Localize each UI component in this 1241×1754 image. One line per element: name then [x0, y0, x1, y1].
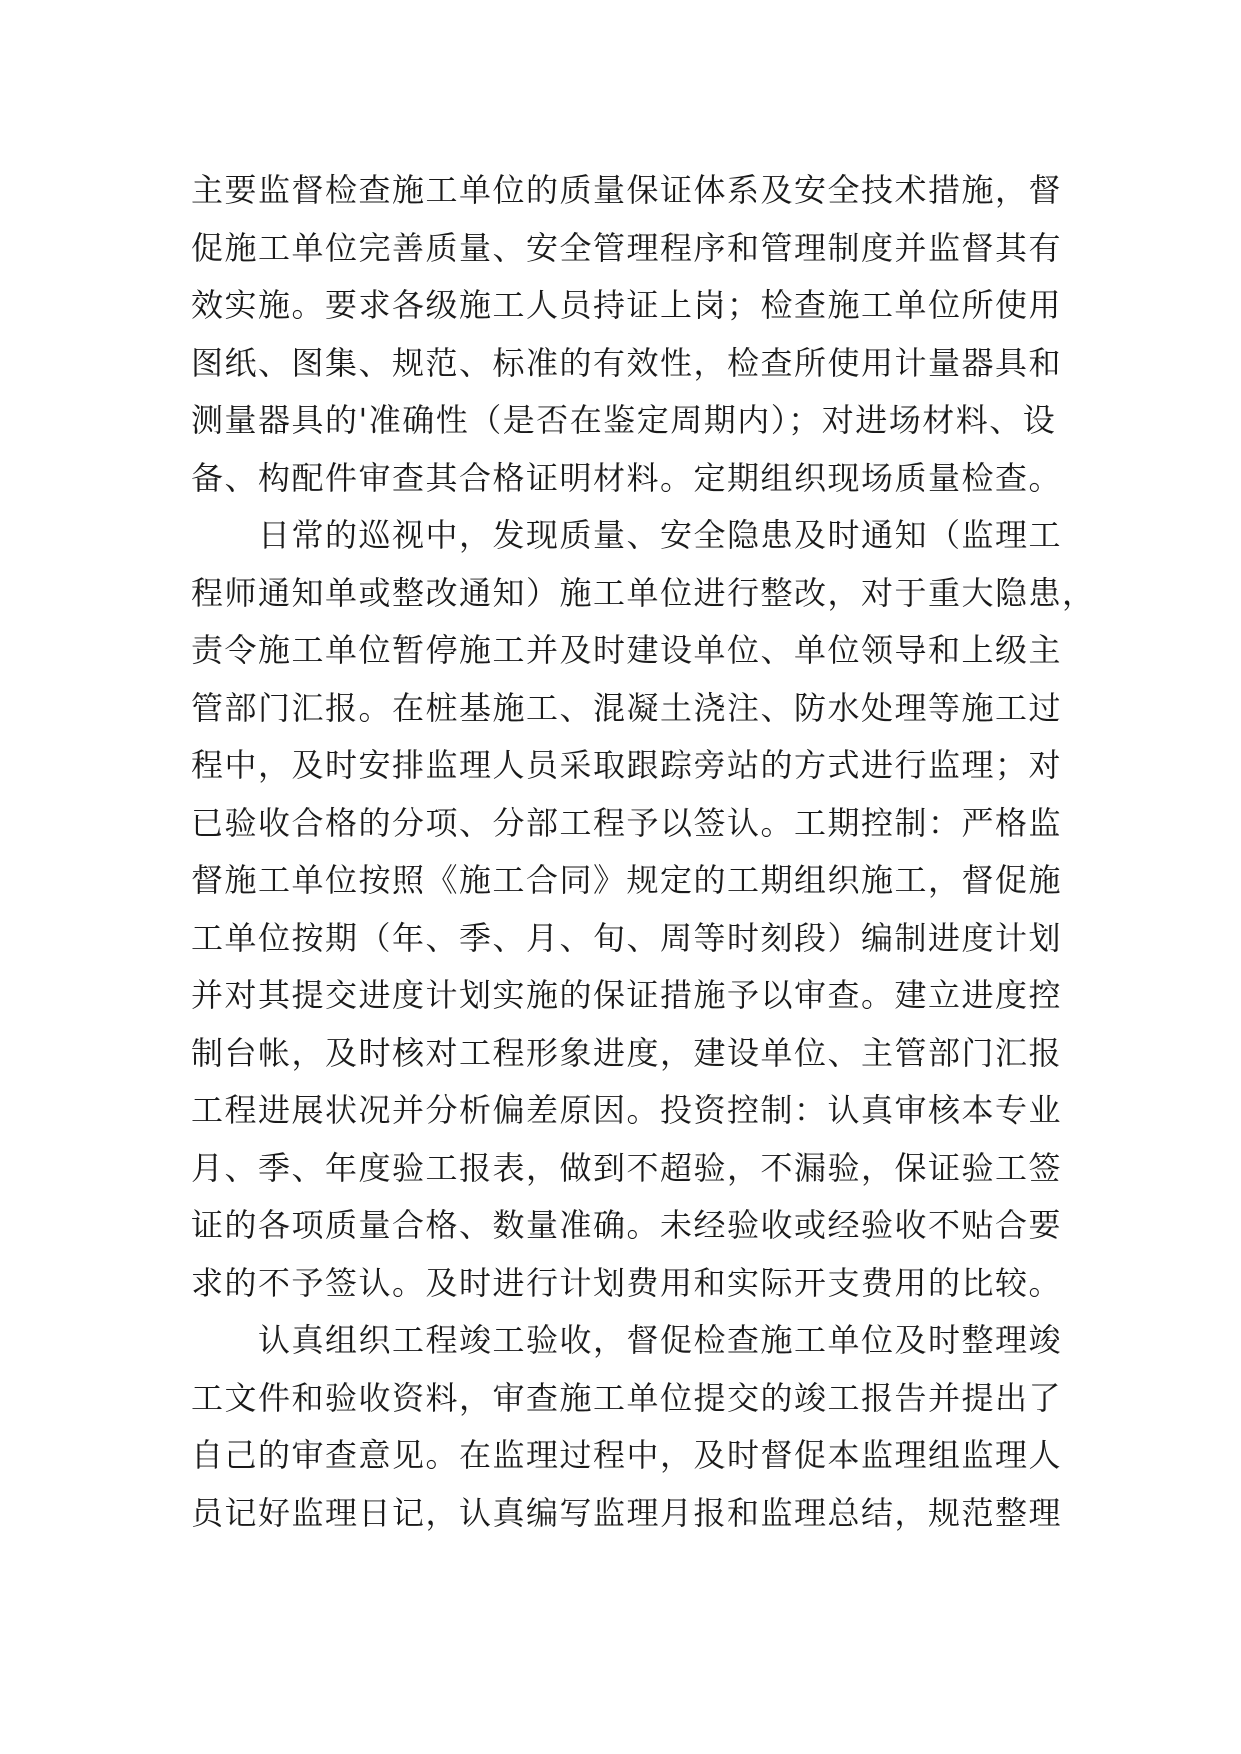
text-line: 主要监督检查施工单位的质量保证体系及安全技术措施，督 — [191, 171, 1063, 209]
text-line: 责令施工单位暂停施工并及时建设单位、单位领导和上级主 — [191, 631, 1063, 669]
text-line: 工文件和验收资料，审查施工单位提交的竣工报告并提出了 — [191, 1378, 1063, 1417]
text-line: 测量器具的'准确性（是否在鉴定周期内）；对进场材料、设 — [191, 401, 1057, 439]
text-line: 制台帐，及时核对工程形象进度，建设单位、主管部门汇报 — [191, 1033, 1063, 1072]
text-line: 备、构配件审查其合格证明材料。定期组织现场质量检查。 — [191, 458, 1063, 497]
text-line: 督施工单位按照《施工合同》规定的工期组织施工，督促施 — [191, 861, 1063, 899]
text-line: 程师通知单或整改通知）施工单位进行整改，对于重大隐患， — [191, 573, 1096, 612]
text-line: 证的各项质量合格、数量准确。未经验收或经验收不贴合要 — [191, 1206, 1063, 1244]
text-line: 已验收合格的分项、分部工程予以签认。工期控制：严格监 — [191, 803, 1063, 842]
text-line: 认真组织工程竣工验收，督促检查施工单位及时整理竣 — [191, 1321, 1063, 1359]
text-line: 求的不予签认。及时进行计划费用和实际开支费用的比较。 — [191, 1263, 1063, 1302]
text-line: 管部门汇报。在桩基施工、混凝土浇注、防水处理等施工过 — [191, 688, 1063, 727]
text-line: 自己的审查意见。在监理过程中，及时督促本监理组监理人 — [191, 1436, 1063, 1474]
text-line: 效实施。要求各级施工人员持证上岗；检查施工单位所使用 — [191, 286, 1063, 324]
body-text — [191, 162, 1096, 1542]
text-line: 程中，及时安排监理人员采取跟踪旁站的方式进行监理；对 — [191, 746, 1063, 784]
text-line: 工单位按期（年、季、月、旬、周等时刻段）编制进度计划 — [191, 918, 1063, 957]
text-line: 月、季、年度验工报表，做到不超验，不漏验，保证验工签 — [191, 1148, 1063, 1187]
text-line: 日常的巡视中，发现质量、安全隐患及时通知（监理工 — [191, 516, 1063, 554]
text-line: 并对其提交进度计划实施的保证措施予以审查。建立进度控 — [191, 976, 1063, 1014]
text-line: 工程进展状况并分析偏差原因。投资控制：认真审核本专业 — [191, 1091, 1063, 1129]
text-line: 图纸、图集、规范、标准的有效性，检查所使用计量器具和 — [191, 343, 1063, 382]
text-line: 员记好监理日记，认真编写监理月报和监理总结，规范整理 — [191, 1493, 1063, 1532]
text-line: 促施工单位完善质量、安全管理程序和管理制度并监督其有 — [191, 228, 1063, 267]
